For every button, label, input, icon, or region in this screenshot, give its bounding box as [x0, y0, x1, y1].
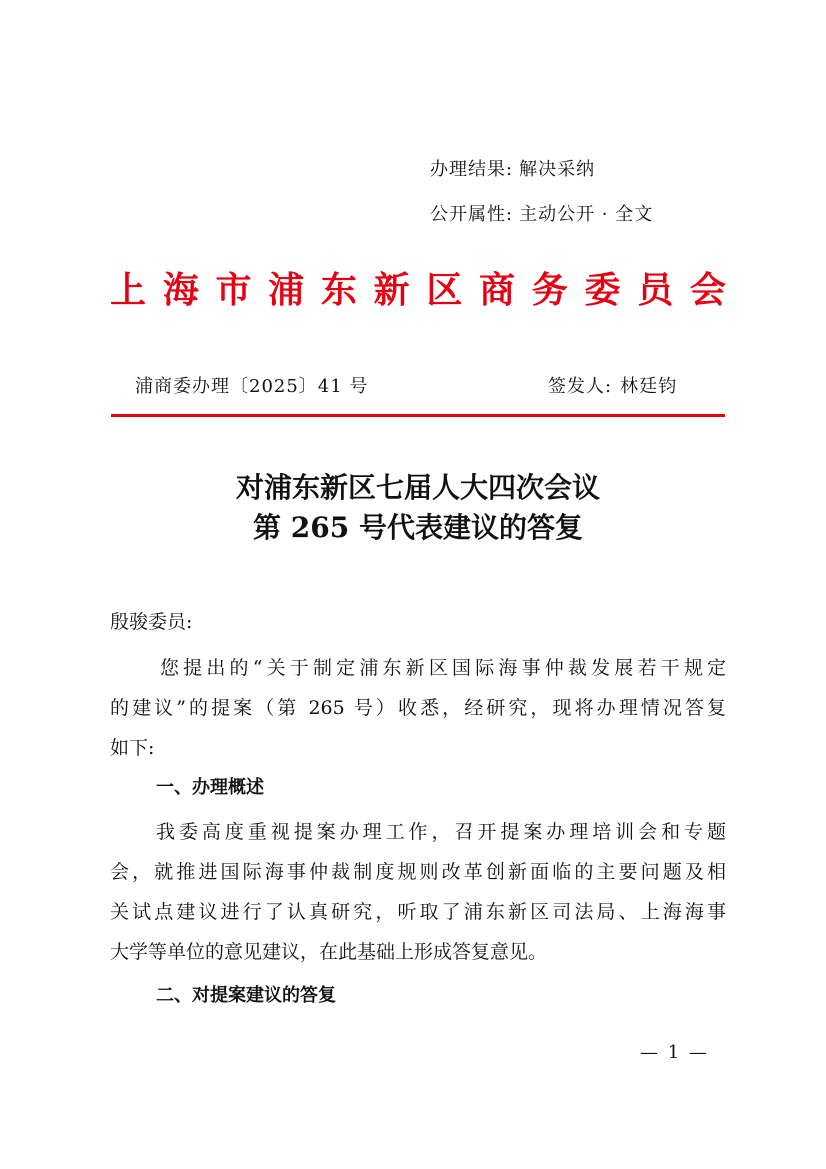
section-heading-overview: 一、办理概述: [156, 777, 264, 798]
disclosure-attribute: [430, 200, 653, 226]
handling-result-label: 办理结果:: [430, 159, 514, 180]
org-char: 员: [637, 269, 674, 311]
handling-result-value: 解决采纳: [519, 159, 596, 180]
paragraph-line: 大学等单位的意见建议，在此基础上形成答复意见。: [110, 941, 548, 963]
signer: [548, 372, 677, 398]
org-char: 东: [320, 269, 357, 311]
paragraph-overview: [110, 812, 726, 972]
signer-name: 林廷钧: [620, 376, 678, 397]
document-number: 浦商委办理〔2025〕41 号: [135, 376, 369, 397]
org-char: 上: [110, 269, 147, 311]
red-divider: [111, 414, 725, 417]
paragraph-line: 您提出的“关于制定浦东新区国际海事仲裁发展若干规定: [160, 657, 726, 679]
signer-label: 签发人:: [548, 376, 613, 397]
title-line-1: 对浦东新区七届人大四次会议: [235, 471, 600, 504]
handling-result: [430, 155, 595, 181]
page-number: — 1 —: [640, 1042, 709, 1063]
title-line-2: 第 265 号代表建议的答复: [253, 511, 583, 544]
paragraph-line: 如下:: [110, 737, 155, 759]
paragraph-line: 关试点建议进行了认真研究，听取了浦东新区司法局、上海海事: [110, 901, 726, 923]
disclosure-attribute-value: 主动公开 · 全文: [519, 204, 654, 225]
paragraph-line: 的建议”的提案（第 265 号）收悉，经研究，现将办理情况答复: [110, 697, 726, 719]
org-char: 会: [689, 269, 726, 311]
org-char: 区: [426, 269, 463, 311]
org-char: 务: [531, 269, 568, 311]
paragraph-intro: [110, 648, 726, 768]
paragraph-line: 我委高度重视提案办理工作，召开提案办理培训会和专题: [156, 821, 726, 843]
org-char: 海: [162, 269, 199, 311]
salutation: 殷骏委员:: [110, 611, 193, 633]
org-char: 委: [584, 269, 621, 311]
section-heading-reply: 二、对提案建议的答复: [156, 985, 336, 1006]
org-char: 商: [479, 269, 516, 311]
org-char: 新: [373, 269, 410, 311]
org-char: 浦: [268, 269, 305, 311]
disclosure-attribute-label: 公开属性:: [430, 204, 514, 225]
paragraph-line: 会，就推进国际海事仲裁制度规则改革创新面临的主要问题及相: [110, 861, 726, 883]
issuing-organization-header: [110, 262, 726, 312]
org-char: 市: [215, 269, 252, 311]
document-title: [110, 468, 726, 548]
